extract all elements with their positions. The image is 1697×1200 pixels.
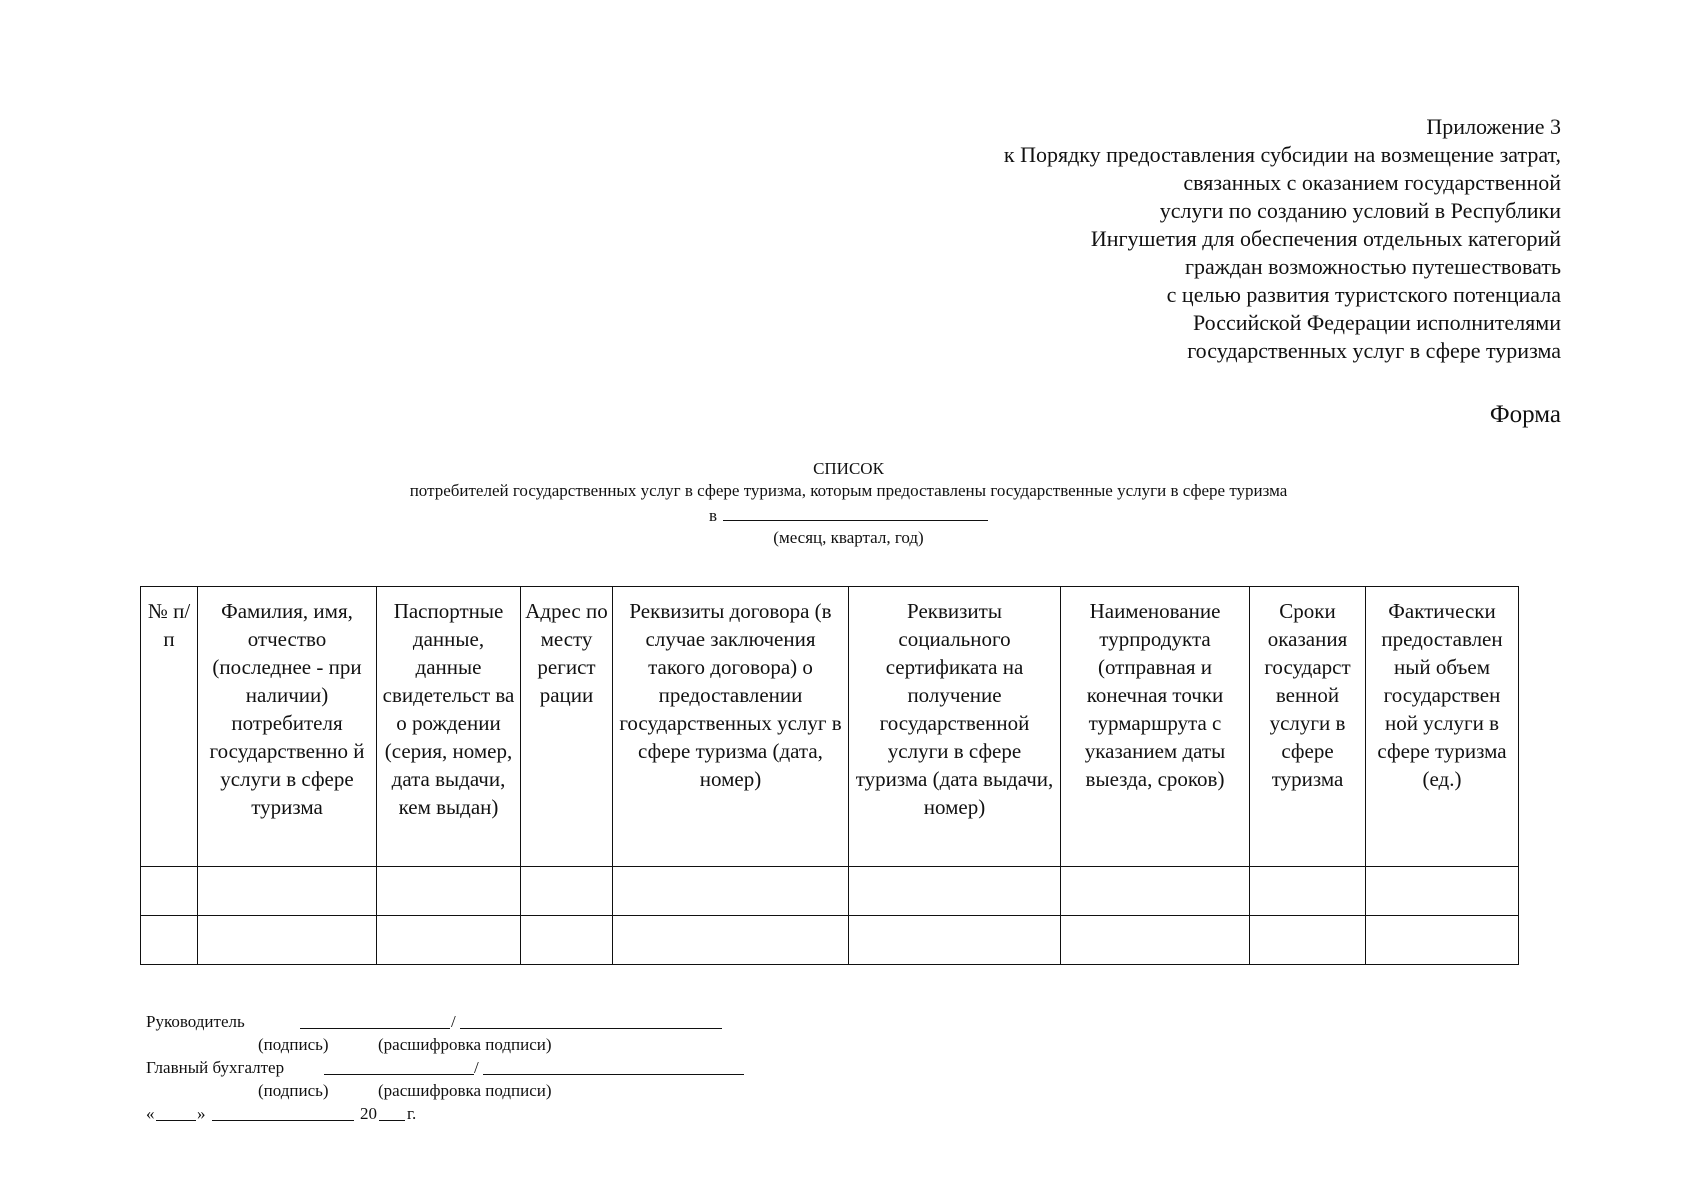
table-row	[141, 916, 1519, 965]
table-cell[interactable]	[198, 916, 377, 965]
appendix-line: государственных услуг в сфере туризма	[1187, 338, 1561, 363]
column-header-address: Адрес по месту регист рации	[521, 587, 613, 867]
signature-slash: /	[451, 1012, 456, 1031]
decoding-caption: (расшифровка подписи)	[378, 1081, 552, 1100]
table-cell[interactable]	[521, 916, 613, 965]
year-prefix: 20	[360, 1104, 377, 1123]
signature-caption: (подпись)	[258, 1081, 329, 1100]
signature-caption: (подпись)	[258, 1035, 329, 1054]
table-cell[interactable]	[377, 916, 521, 965]
appendix-line: Российской Федерации исполнителями	[1192, 310, 1561, 335]
document-subtitle: потребителей государственных услуг в сфере туризма, которым предоставлены государственные услуги в сфере туризма	[409, 481, 1288, 500]
table-row	[141, 867, 1519, 916]
consumers-table	[140, 586, 1519, 965]
table-cell[interactable]	[1250, 867, 1366, 916]
date-year-line[interactable]	[379, 1102, 405, 1121]
head-label: Руководитель	[146, 1012, 245, 1031]
appendix-line: к Порядку предоставления субсидии на возмещение затрат,	[1003, 142, 1561, 167]
date-month-line[interactable]	[212, 1102, 354, 1121]
column-header-certificate: Реквизиты социального сертификата на получение государственной услуги в сфере туризма (дата выдачи, номер)	[849, 587, 1061, 867]
accountant-signature-line[interactable]	[324, 1056, 474, 1075]
column-header-tour-product: Наименование турпродукта (отправная и конечная точки турмаршрута с указанием даты выезда, сроков)	[1061, 587, 1250, 867]
table-cell[interactable]	[1061, 916, 1250, 965]
column-header-full-name: Фамилия, имя, отчество (последнее - при наличии) потребителя государственно й услуги в сфере туризма	[198, 587, 377, 867]
table-cell[interactable]	[849, 916, 1061, 965]
column-header-contract: Реквизиты договора (в случае заключения такого договора) о предоставлении государственных услуг в сфере туризма (дата, номер)	[613, 587, 849, 867]
year-suffix: г.	[407, 1104, 417, 1123]
head-decoding-line[interactable]	[460, 1010, 722, 1029]
column-header-service-volume: Фактически предоставлен ный объем государствен ной услуги в сфере туризма (ед.)	[1366, 587, 1519, 867]
column-header-number: № п/п	[141, 587, 198, 867]
appendix-line: Ингушетия для обеспечения отдельных категорий	[1090, 226, 1561, 251]
date-day-line[interactable]	[156, 1102, 196, 1121]
appendix-line: граждан возможностью путешествовать	[1184, 254, 1561, 279]
period-blank-field[interactable]	[723, 502, 988, 521]
table-cell[interactable]	[141, 867, 198, 916]
column-header-passport: Паспортные данные, данные свидетельст ва о рождении (серия, номер, дата выдачи, кем выдан)	[377, 587, 521, 867]
table-cell[interactable]	[1250, 916, 1366, 965]
appendix-block	[761, 113, 1561, 365]
column-header-service-period: Сроки оказания государст венной услуги в сфере туризма	[1250, 587, 1366, 867]
decoding-caption: (расшифровка подписи)	[378, 1035, 552, 1054]
appendix-line: Приложение 3	[1426, 114, 1561, 139]
document-heading: СПИСОК	[813, 459, 884, 478]
date-open-quote: «	[146, 1104, 155, 1123]
table-cell[interactable]	[849, 867, 1061, 916]
head-signature-line[interactable]	[300, 1010, 450, 1029]
table-cell[interactable]	[1366, 867, 1519, 916]
table-cell[interactable]	[377, 867, 521, 916]
accountant-decoding-line[interactable]	[483, 1056, 744, 1075]
signature-slash: /	[474, 1058, 479, 1077]
appendix-line: связанных с оказанием государственной	[1183, 170, 1561, 195]
accountant-label: Главный бухгалтер	[146, 1058, 285, 1077]
table-cell[interactable]	[198, 867, 377, 916]
table-cell[interactable]	[613, 916, 849, 965]
table-cell[interactable]	[613, 867, 849, 916]
date-close-quote: »	[197, 1104, 206, 1123]
period-prefix: в	[708, 506, 718, 525]
table-cell[interactable]	[521, 867, 613, 916]
period-caption: (месяц, квартал, год)	[773, 528, 924, 547]
table-cell[interactable]	[1061, 867, 1250, 916]
table-header-row	[141, 587, 1519, 867]
title-block	[0, 458, 1697, 549]
appendix-line: услуги по созданию условий в Республики	[1159, 198, 1561, 223]
table-cell[interactable]	[141, 916, 198, 965]
table-cell[interactable]	[1366, 916, 1519, 965]
appendix-line: с целью развития туристского потенциала	[1166, 282, 1561, 307]
form-label: Форма	[1489, 401, 1561, 428]
period-line	[709, 502, 988, 527]
